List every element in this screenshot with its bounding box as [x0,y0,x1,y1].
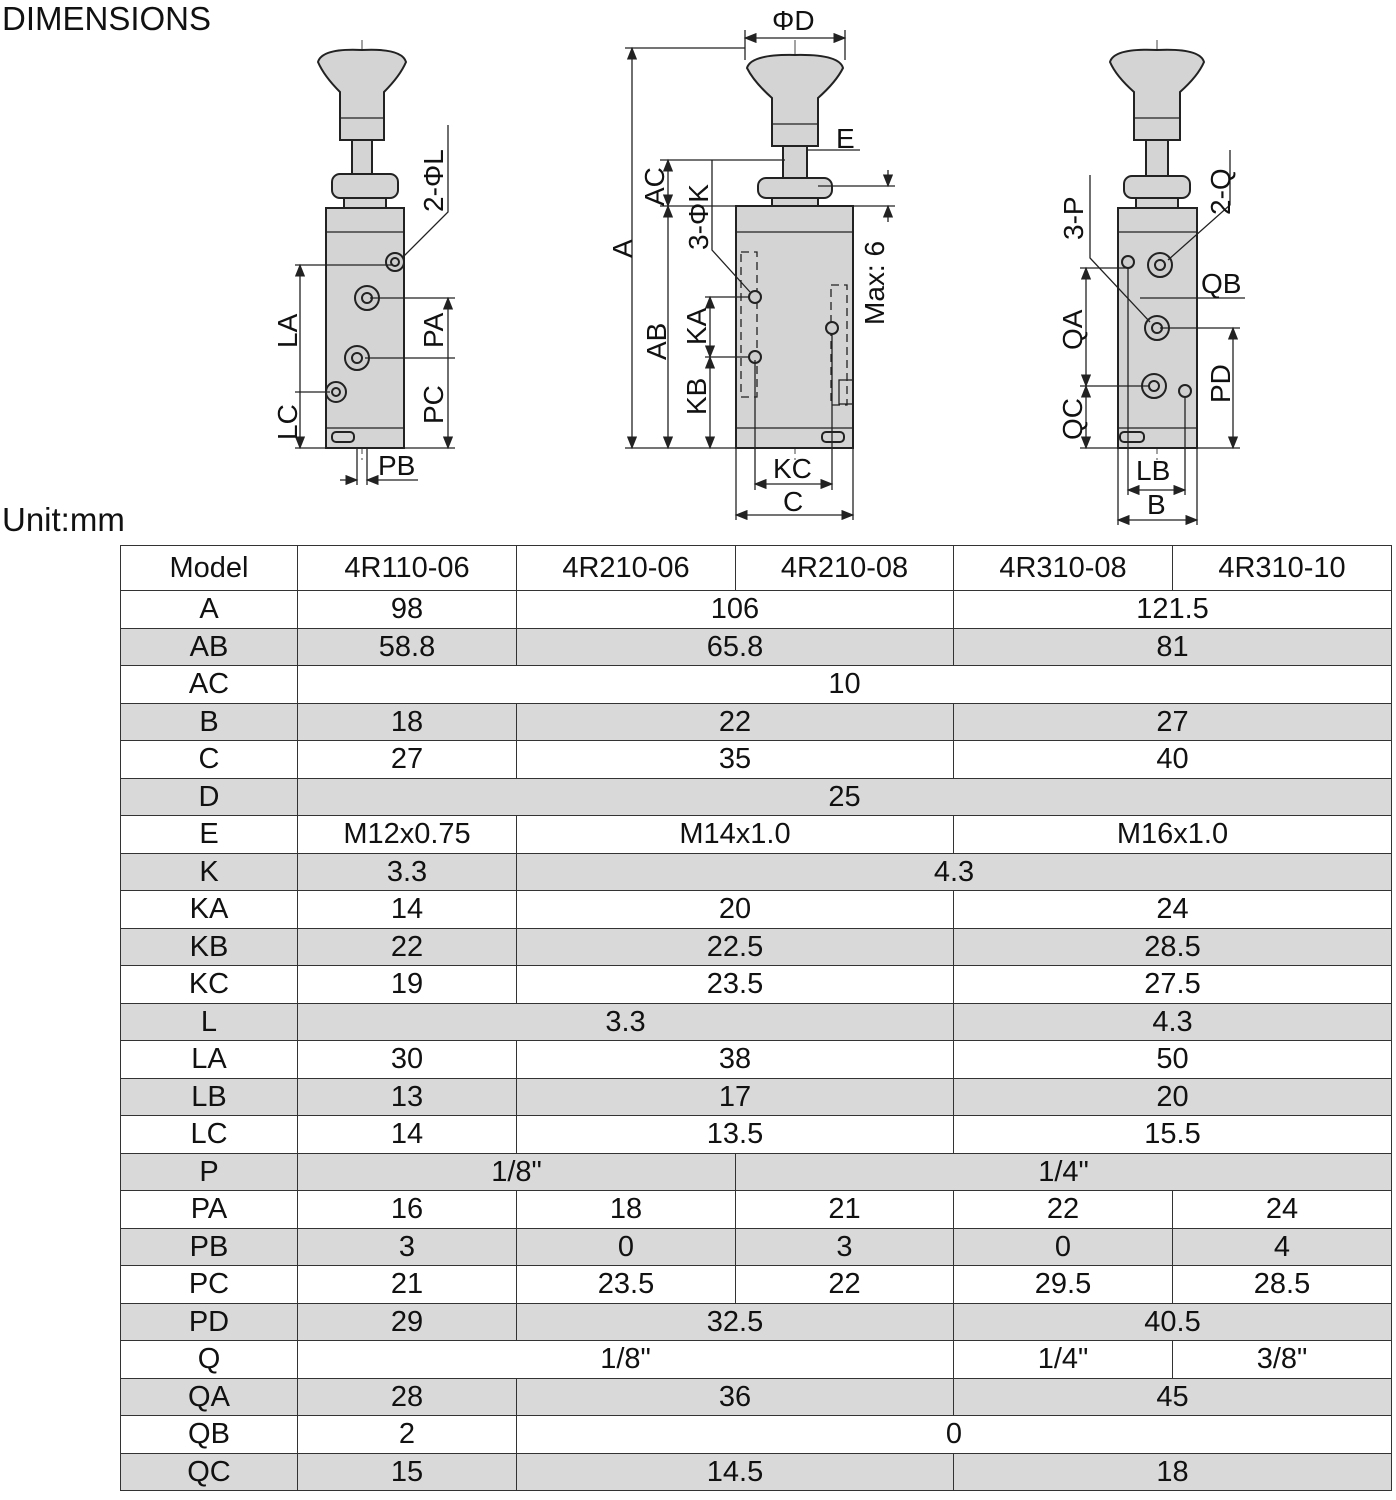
table-cell: 17 [517,1078,954,1116]
label-lb: LB [1136,455,1171,486]
label-ka: KA [681,307,712,345]
table-cell: 38 [517,1041,954,1079]
table-cell: 18 [298,703,517,741]
unit-label: Unit:mm [2,501,125,538]
table-header-row [121,546,1392,591]
table-cell: 35 [517,741,954,779]
label-ab: AB [641,322,672,360]
row-label: KA [121,891,298,929]
table-cell: 22 [517,703,954,741]
table-cell: 4.3 [954,1003,1392,1041]
table-row [121,1416,1392,1454]
table-cell: 0 [954,1228,1173,1266]
label-lc: LC [272,404,303,440]
table-row [121,928,1392,966]
table-cell: 15 [298,1453,517,1491]
table-row [121,1041,1392,1079]
table-cell: 29 [298,1303,517,1341]
table-cell: 32.5 [517,1303,954,1341]
label-pc: PC [418,385,449,424]
header-model: Model [121,546,298,591]
table-cell: 15.5 [954,1116,1392,1154]
table-cell: 14 [298,891,517,929]
table-cell: 0 [517,1228,736,1266]
table-cell: 21 [736,1191,954,1229]
table-cell: 23.5 [517,966,954,1004]
table-cell: 50 [954,1041,1392,1079]
table-cell: 16 [298,1191,517,1229]
label-pa: PA [418,312,449,348]
label-kc: KC [773,453,812,484]
row-label: QA [121,1378,298,1416]
table-cell: 3 [298,1228,517,1266]
label-la: LA [272,313,303,348]
table-cell: 28.5 [954,928,1392,966]
table-row [121,778,1392,816]
table-cell: 81 [954,628,1392,666]
label-b: B [1147,489,1166,520]
row-label: PD [121,1303,298,1341]
table-row [121,966,1392,1004]
label-3-phi-k: 3-ΦK [683,184,714,250]
row-label: AB [121,628,298,666]
row-label: C [121,741,298,779]
row-label: KB [121,928,298,966]
row-label: LB [121,1078,298,1116]
table-cell: 3 [736,1228,954,1266]
table-row [121,741,1392,779]
table-row [121,816,1392,854]
header-model-column: 4R210-08 [736,546,954,591]
table-row [121,1153,1392,1191]
table-cell: 106 [517,591,954,629]
table-cell: 3.3 [298,853,517,891]
row-label: Q [121,1341,298,1379]
table-cell: 21 [298,1266,517,1304]
table-cell: 27 [954,703,1392,741]
table-cell: 24 [1173,1191,1392,1229]
table-cell: 65.8 [517,628,954,666]
row-label: PB [121,1228,298,1266]
table-cell: 22 [954,1191,1173,1229]
table-row [121,1266,1392,1304]
valve-rear-view-right [1057,40,1245,525]
table-cell: 22.5 [517,928,954,966]
table-cell: 20 [954,1078,1392,1116]
table-cell: 25 [298,778,1392,816]
table-cell: 3.3 [298,1003,954,1041]
table-cell: 4.3 [517,853,1392,891]
table-cell: 30 [298,1041,517,1079]
table-row [121,1378,1392,1416]
label-pb: PB [378,450,416,481]
table-cell: 0 [517,1416,1392,1454]
table-cell: 3/8" [1173,1341,1392,1379]
label-qa: QA [1057,309,1088,350]
label-kb: KB [681,377,712,415]
table-cell: 40 [954,741,1392,779]
table-cell: 24 [954,891,1392,929]
header-model-column: 4R310-10 [1173,546,1392,591]
table-cell: 20 [517,891,954,929]
table-cell: 19 [298,966,517,1004]
table-cell: 1/4" [736,1153,1392,1191]
dimensions-table [120,545,1392,1491]
header-model-column: 4R310-08 [954,546,1173,591]
table-cell: 1/8" [298,1153,736,1191]
table-row [121,628,1392,666]
row-label: PC [121,1266,298,1304]
label-2-q: 2-Q [1205,168,1236,215]
table-cell: M14x1.0 [517,816,954,854]
table-row [121,891,1392,929]
table-cell: 14 [298,1116,517,1154]
table-cell: 13.5 [517,1116,954,1154]
table-cell: 40.5 [954,1303,1392,1341]
row-label: PA [121,1191,298,1229]
table-row [121,1303,1392,1341]
table-cell: 121.5 [954,591,1392,629]
table-row [121,666,1392,704]
row-label: QC [121,1453,298,1491]
header-model-column: 4R210-06 [517,546,736,591]
table-cell: 58.8 [298,628,517,666]
table-cell: 18 [517,1191,736,1229]
label-e: E [836,123,855,154]
table-cell: 98 [298,591,517,629]
table-cell: 28 [298,1378,517,1416]
table-row [121,1003,1392,1041]
label-qc: QC [1057,398,1088,440]
row-label: LC [121,1116,298,1154]
row-label: L [121,1003,298,1041]
table-row [121,703,1392,741]
page-title: DIMENSIONS [2,0,212,37]
table-cell: 2 [298,1416,517,1454]
row-label: D [121,778,298,816]
label-3-p: 3-P [1058,196,1089,240]
row-label: QB [121,1416,298,1454]
table-row [121,1078,1392,1116]
label-pd: PD [1205,364,1236,403]
dimension-drawings [0,0,1396,530]
table-row [121,1116,1392,1154]
label-max-6: Max: 6 [859,240,890,325]
table-cell: 22 [736,1266,954,1304]
table-cell: M16x1.0 [954,816,1392,854]
table-cell: 18 [954,1453,1392,1491]
table-cell: 23.5 [517,1266,736,1304]
table-cell: 22 [298,928,517,966]
table-cell: 14.5 [517,1453,954,1491]
row-label: P [121,1153,298,1191]
row-label: A [121,591,298,629]
row-label: LA [121,1041,298,1079]
table-cell: 29.5 [954,1266,1173,1304]
valve-front-view-middle [607,5,895,520]
label-ac: AC [639,167,670,206]
table-row [121,1453,1392,1491]
table-row [121,591,1392,629]
table-row [121,1191,1392,1229]
row-label: E [121,816,298,854]
table-cell: 10 [298,666,1392,704]
valve-side-view-left [272,40,455,485]
label-c: C [783,486,804,517]
table-cell: 1/8" [298,1341,954,1379]
row-label: B [121,703,298,741]
table-cell: 28.5 [1173,1266,1392,1304]
label-2-phi-l: 2-ΦL [418,149,449,212]
table-cell: M12x0.75 [298,816,517,854]
table-row [121,1341,1392,1379]
table-cell: 13 [298,1078,517,1116]
table-cell: 27.5 [954,966,1392,1004]
row-label: KC [121,966,298,1004]
table-row [121,853,1392,891]
row-label: K [121,853,298,891]
label-a: A [607,239,638,258]
table-cell: 1/4" [954,1341,1173,1379]
header-model-column: 4R110-06 [298,546,517,591]
table-cell: 27 [298,741,517,779]
label-phi-d: ΦD [772,5,815,36]
table-cell: 4 [1173,1228,1392,1266]
table-cell: 45 [954,1378,1392,1416]
row-label: AC [121,666,298,704]
label-qb: QB [1201,268,1242,299]
table-row [121,1228,1392,1266]
table-cell: 36 [517,1378,954,1416]
